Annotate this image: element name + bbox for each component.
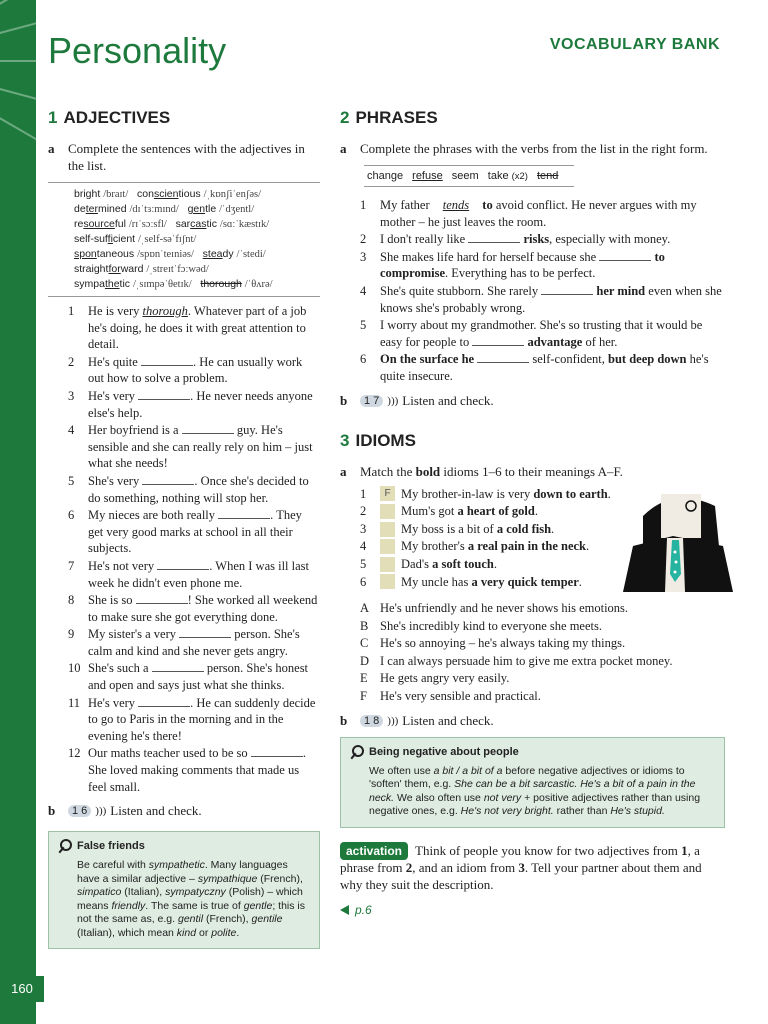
answer-blank[interactable] [468, 231, 520, 243]
answer-blank[interactable] [152, 660, 204, 672]
word: steady /ˈstedi/ [202, 248, 266, 260]
list-item: 5 Dad's a soft touch. [360, 556, 498, 571]
word: sympathetic /ˌsɪmpəˈθetɪk/ [74, 278, 192, 290]
activation-badge: activation [340, 842, 408, 861]
answer-blank[interactable] [142, 473, 194, 485]
audio-track-badge[interactable]: 1 6 [68, 805, 91, 817]
list-item: 9 My sister's a very person. She's calm and kind and she never gets angry. [68, 627, 300, 658]
adjective-word-list [48, 182, 320, 297]
magnifier-icon [349, 745, 363, 761]
answer-blank[interactable] [141, 354, 193, 366]
meanings-list [360, 600, 725, 705]
list-item: 4 Her boyfriend is a guy. He's sensible and she can really rely on him – just what she needs! [68, 423, 313, 471]
list-item: 1 He is very thorough. Whatever part of a job he's doing, he does it with great attention to detail. [68, 304, 307, 352]
listen-and-check: b 1 8 ))) Listen and check. [340, 712, 494, 728]
word: gentle /ˈdʒentl/ [187, 203, 255, 215]
adjectives-section [48, 108, 320, 949]
phrases-idioms-column [340, 108, 725, 917]
phrase-sentences [360, 197, 725, 385]
businessman-illustration [623, 486, 733, 592]
answer-box[interactable]: F [380, 486, 395, 501]
answer-blank[interactable] [541, 283, 593, 295]
answer: thorough [142, 304, 188, 318]
page-title: Personality [48, 30, 227, 71]
answer-blank[interactable] [138, 388, 190, 400]
word: determined /dɪˈtɜːmɪnd/ [74, 203, 179, 215]
list-item: F He's very sensible and practical. [360, 689, 541, 704]
word: sarcastic /sɑːˈkæstɪk/ [175, 218, 270, 230]
being-negative-note: Being negative about people We often use a bit / a bit of a before negative adjectives or idioms to 'soften' them, e.g. She can be a bit sarcastic. He's a bit of a pain in the neck. We also often use not very + positive adjectives rather than using negative ones, e.g. He's not very bright. rather than He's stupid. [340, 737, 725, 828]
verb-list: change refuse seem take (x2) tend [364, 165, 574, 187]
answer-box[interactable] [380, 504, 395, 519]
list-item: 2 I don't really like risks, especially with money. [360, 232, 671, 247]
false-friends-note: False friends Be careful with sympathetic. Many languages have a similar adjective – sympathique (French), simpatico (Italian), sympatyczny (Polish) – which means friendly. The same is true of gentle; this is not the same as, e.g. gentil (French), gentile (Italian), which mean kind or polite. [48, 831, 320, 949]
adjective-sentences [68, 303, 320, 795]
activation-task: activation Think of people you know for two adjectives from 1, a phrase from 2, and an idiom from 3. Tell your partner about them and why they suit the description. [340, 842, 702, 892]
list-item: 1 My father tends to avoid conflict. He never argues with my mother – he just leaves the room. [360, 198, 697, 229]
audio-track-badge[interactable]: 1 8 [360, 715, 383, 727]
list-item: 4 She's quite stubborn. She rarely her mind even when she knows she's probably wrong. [360, 283, 722, 315]
answer-blank[interactable] [472, 334, 524, 346]
answer-box[interactable] [380, 557, 395, 572]
list-item: 2 Mum's got a heart of gold. [360, 504, 538, 519]
answer-blank[interactable] [251, 745, 303, 757]
answer-blank[interactable] [477, 351, 529, 363]
magnifier-icon [57, 839, 71, 855]
list-item: 6 On the surface he self-confident, but deep down he's quite insecure. [360, 352, 709, 383]
list-item: 6 My uncle has a very quick temper. [360, 574, 582, 589]
answer-blank[interactable] [136, 592, 188, 604]
list-item: 3 He's very . He never needs anyone else's help. [68, 388, 313, 420]
idiom-list [360, 486, 615, 591]
list-item: 11 He's very . He can suddenly decide to go to Paris in the morning and in the evening he's there! [68, 695, 316, 743]
list-item: 3 My boss is a bit of a cold fish. [360, 521, 555, 536]
answer-box[interactable] [380, 539, 395, 554]
answer-blank[interactable] [599, 249, 651, 261]
answer-blank[interactable] [138, 695, 190, 707]
list-item: 2 He's quite . He can usually work out how to solve a problem. [68, 354, 303, 386]
list-item: 5 She's very . Once she's decided to do something, nothing will stop her. [68, 473, 309, 505]
word: spontaneous /spɒnˈteɪniəs/ [74, 248, 194, 260]
side-stripe [0, 0, 36, 1024]
list-item: C He's so annoying – he's always taking my things. [360, 636, 626, 651]
speaker-icon: ))) [387, 394, 399, 407]
list-item: 7 He's not very . When I was ill last week he didn't even phone me. [68, 558, 310, 590]
list-item: E He gets angry very easily. [360, 671, 510, 686]
audio-track-badge[interactable]: 1 7 [360, 395, 383, 407]
word: straightforward /ˌstreɪtˈfɔːwəd/ [74, 263, 209, 275]
list-item: 1 F My brother-in-law is very down to earth. [360, 486, 611, 501]
answer-box[interactable] [380, 522, 395, 537]
section-heading: 1 ADJECTIVES [48, 108, 171, 127]
instruction: a Match the bold idioms 1–6 to their meanings A–F. [340, 463, 623, 479]
instruction: a Complete the sentences with the adjectives in the list. [48, 141, 305, 173]
listen-and-check: b 1 7 ))) Listen and check. [340, 392, 494, 408]
vocabulary-bank-label: VOCABULARY BANK [549, 36, 720, 53]
word: resourceful /rɪˈsɔːsfl/ [74, 218, 167, 230]
list-item: 10 She's such a person. She's honest and open and says just what she thinks. [68, 661, 309, 693]
listen-and-check: b 1 6 ))) Listen and check. [48, 803, 202, 819]
answer-blank[interactable] [218, 507, 270, 519]
answer-blank[interactable] [182, 422, 234, 434]
speaker-icon: ))) [387, 714, 399, 727]
page-reference-link[interactable]: p.6 [340, 903, 725, 917]
word: bright /braɪt/ [74, 188, 129, 200]
list-item: 12 Our maths teacher used to be so . She loved making comments that made us feel small. [68, 746, 306, 794]
list-item: D I can always persuade him to give me extra pocket money. [360, 653, 673, 668]
word: thorough /ˈθʌrə/ [200, 278, 273, 290]
word: conscientious /ˌkɒnʃiˈenʃəs/ [137, 188, 261, 200]
back-arrow-icon [340, 905, 349, 915]
list-item: 3 She makes life hard for herself because she to compromise. Everything has to be perfect. [360, 249, 665, 281]
word: self-sufficient /ˌself-səˈfɪʃnt/ [74, 233, 197, 245]
list-item: A He's unfriendly and he never shows his emotions. [360, 601, 629, 616]
section-heading: 3 IDIOMS [340, 430, 416, 450]
page-number: 160 [0, 976, 44, 1002]
list-item: B She's incredibly kind to everyone she meets. [360, 618, 602, 633]
section-heading: 2 PHRASES [340, 108, 438, 127]
list-item: 8 She is so ! She worked all weekend to make sure she got everything done. [68, 593, 318, 624]
answer-blank[interactable] [179, 626, 231, 638]
list-item: 6 My nieces are both really . They get very good marks at school in all their subjects. [68, 508, 302, 556]
answer-blank[interactable] [157, 558, 209, 570]
list-item: 4 My brother's a real pain in the neck. [360, 539, 590, 554]
instruction: a Complete the phrases with the verbs from the list in the right form. [340, 141, 708, 156]
answer-box[interactable] [380, 574, 395, 589]
list-item: 5 I worry about my grandmother. She's so trusting that it would be easy for people to advantage of her. [360, 318, 703, 349]
speaker-icon: ))) [95, 805, 107, 818]
